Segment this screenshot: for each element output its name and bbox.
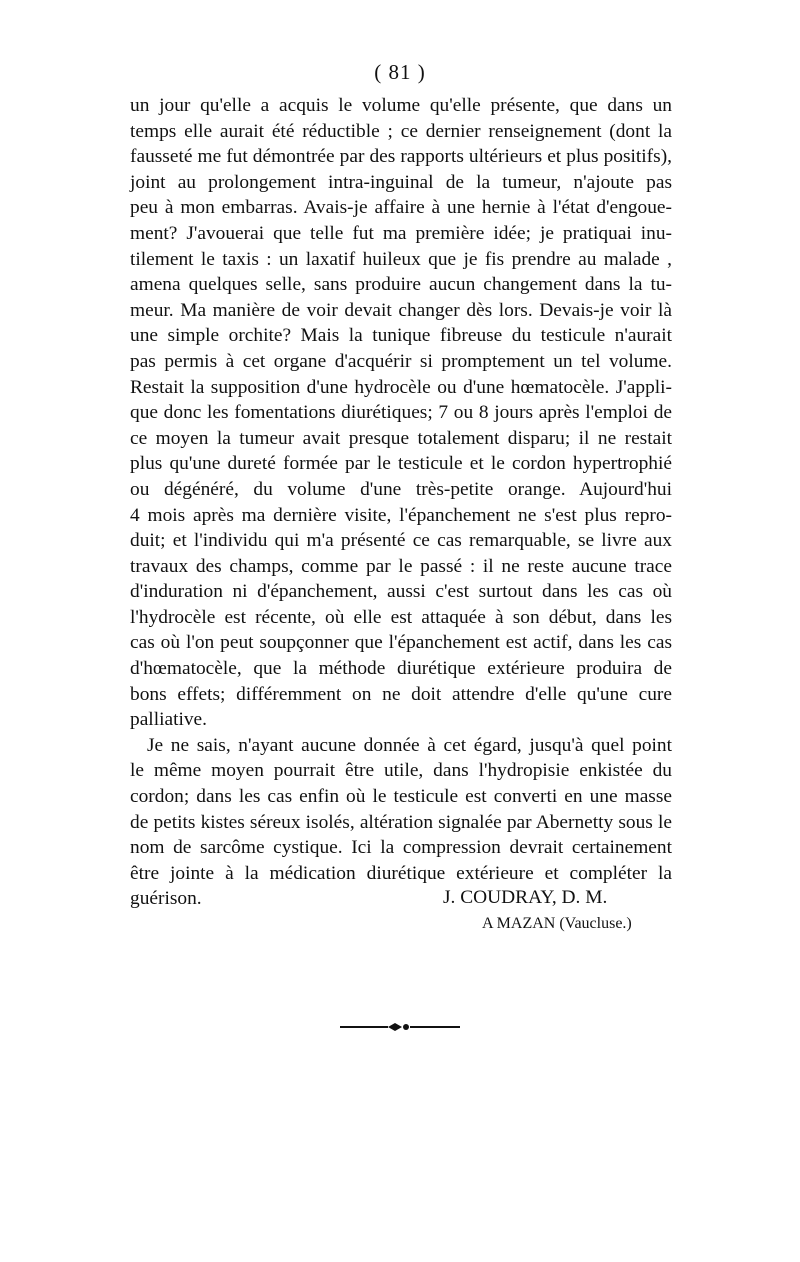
text-line: ce moyen la tumeur avait presque totalement disparu; il ne restait xyxy=(130,427,672,449)
text-line: palliative. xyxy=(130,709,207,731)
text-line: travaux des champs, comme par le passé : il ne reste aucune trace xyxy=(130,555,672,577)
text-line: cas où l'on peut soupçonner que l'épanchement est actif, dans les cas xyxy=(130,632,672,654)
text-line: de petits kistes séreux isolés, altération signalée par Abernetty sous le xyxy=(130,811,672,833)
text-line: Je ne sais, n'ayant aucune donnée à cet égard, jusqu'à quel point xyxy=(147,734,672,756)
text-line: 4 mois après ma dernière visite, l'épanchement ne s'est plus repro- xyxy=(130,504,672,526)
author-signature: J. COUDRAY, D. M. xyxy=(443,887,608,908)
text-line: d'hœmatocèle, que la méthode diurétique extérieure produira de xyxy=(130,658,672,680)
text-line: que donc les fomentations diurétiques; 7 ou 8 jours après l'emploi de xyxy=(130,402,672,424)
text-line: ou dégénéré, du volume d'une très-petite orange. Aujourd'hui xyxy=(130,478,672,500)
text-line: d'induration ni d'épanchement, aussi c'est surtout dans les cas où xyxy=(130,581,672,603)
text-line: joint au prolongement intra-inguinal de la tumeur, n'ajoute pas xyxy=(130,171,672,193)
ornament-divider xyxy=(340,1022,460,1032)
author-place: A MAZAN (Vaucluse.) xyxy=(482,915,632,932)
text-line: duit; et l'individu qui m'a présenté ce cas remarquable, se livre aux xyxy=(130,530,672,552)
text-line: guérison. xyxy=(130,888,202,910)
text-line: bons effets; différemment on ne doit attendre d'elle qu'une cure xyxy=(130,683,672,705)
text-line: amena quelques selle, sans produire aucun changement dans la tu- xyxy=(130,274,672,296)
text-line: peu à mon embarras. Avais-je affaire à une hernie à l'état d'engoue- xyxy=(130,197,672,219)
text-line: pas permis à cet organe d'acquérir si promptement un tel volume. xyxy=(130,350,672,372)
text-line: temps elle aurait été réductible ; ce dernier renseignement (dont la xyxy=(130,120,672,142)
text-line: tilement le taxis : un laxatif huileux que je fis prendre au malade , xyxy=(130,248,672,270)
text-line: meur. Ma manière de voir devait changer dès lors. Devais-je voir là xyxy=(130,299,672,321)
text-line: un jour qu'elle a acquis le volume qu'elle présente, que dans un xyxy=(130,95,672,116)
text-line: le même moyen pourrait être utile, dans l'hydropisie enkistée du xyxy=(130,760,672,782)
text-line: nom de sarcôme cystique. Ici la compression devrait certainement xyxy=(130,837,672,859)
body-text xyxy=(130,93,672,912)
text-line: fausseté me fut démontrée par des rapports ultérieurs et plus positifs), xyxy=(130,146,672,168)
page-number: ( 81 ) xyxy=(374,60,426,84)
text-line: cordon; dans les cas enfin où le testicule est converti en une masse xyxy=(130,786,672,808)
text-line: être jointe à la médication diurétique extérieure et compléter la xyxy=(130,862,672,884)
text-line: Restait la supposition d'une hydrocèle ou d'une hœmatocèle. J'appli- xyxy=(130,376,672,398)
text-line: l'hydrocèle est récente, où elle est attaquée à son début, dans les xyxy=(130,606,672,628)
text-line: ment? J'avouerai que telle fut ma première idée; je pratiquai inu- xyxy=(130,222,672,244)
text-line: une simple orchite? Mais la tunique fibreuse du testicule n'aurait xyxy=(130,325,672,347)
text-line: plus qu'une dureté formée par le testicule et le cordon hypertrophié xyxy=(130,453,672,475)
